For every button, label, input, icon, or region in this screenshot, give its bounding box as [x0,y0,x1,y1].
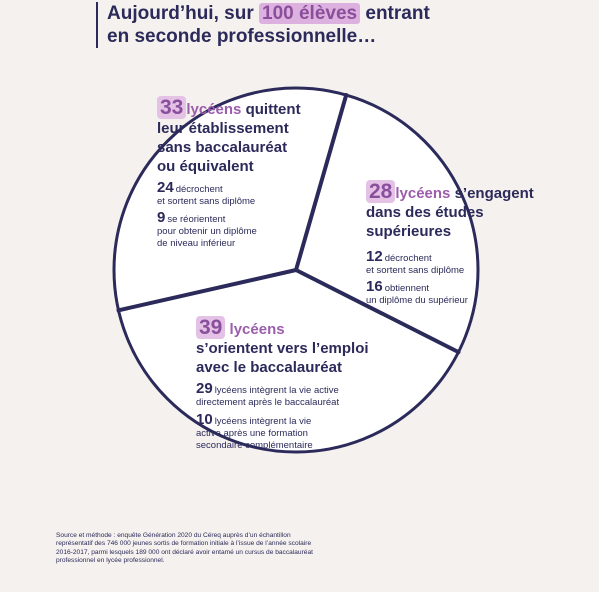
slice-orientent-label-1: s’orientent vers l’emploi [196,340,369,357]
slice-quittent-heading [157,98,301,119]
slice-quittent [157,98,301,250]
title-line-2: en seconde professionnelle… [107,26,377,47]
slice-quittent-label-4: ou équivalent [157,158,254,175]
detail-decrochent-1-text-1: décrochent [175,184,223,195]
detail-decrochent-2 [366,248,534,277]
detail-obtiennent-text-2: un diplôme du supérieur [366,295,468,306]
detail-obtiennent-text-1: obtiennent [384,283,430,294]
slice-quittent-unit: lycéens [186,101,242,118]
detail-decrochent-1 [157,179,301,208]
slice-engagent-value: 28 [366,180,395,203]
slice-quittent-value: 33 [157,96,186,119]
title-line-1-start: Aujourd’hui, sur [107,3,259,24]
slice-engagent-heading [366,182,534,203]
title-line-1-end: entrant [360,3,430,24]
detail-vie-active-direct-value: 29 [196,380,213,397]
detail-vie-active-direct-text-1: lycéens intègrent la vie active [214,385,339,396]
slice-orientent-unit: lycéens [229,321,285,338]
detail-vie-active-formation-text-1: lycéens intègrent la vie [214,416,312,427]
slice-quittent-label-2: leur établissement [157,120,289,137]
detail-vie-active-formation-text-2: active après une formation [196,428,308,439]
detail-reorientent-text-2: pour obtenir un diplôme [157,226,257,237]
source-note: Source et méthode : enquête Génération 2020 du Céreq auprès d’un échantillon représentatif des 746 000 jeunes sortis de formation initiale à l’issue de l’année scolaire 2016-2017, parmi lesquels 189 000 ont déclaré avoir entamé un cursus de baccalauréat professionnel en lycée professionnel. [56,532,313,564]
detail-vie-active-formation-text-3: secondaire complémentaire [196,440,313,451]
slice-engagent-label-1: s’engagent [454,185,534,202]
detail-decrochent-2-value: 12 [366,248,383,265]
detail-reorientent-text-3: de niveau inférieur [157,238,236,249]
detail-vie-active-direct-text-2: directement après le baccalauréat [196,397,340,408]
slice-orientent-heading [196,318,369,339]
detail-reorientent-value: 9 [157,209,166,226]
detail-vie-active-formation-value: 10 [196,411,213,428]
detail-vie-active-direct [196,380,369,409]
detail-decrochent-2-text-2: et sortent sans diplôme [366,265,465,276]
detail-obtiennent-value: 16 [366,278,383,295]
detail-vie-active-formation [196,411,369,452]
slice-orientent-value: 39 [196,316,225,339]
slice-engagent-unit: lycéens [395,185,451,202]
slice-engagent-label-3: supérieures [366,223,452,240]
title-highlight: 100 élèves [259,3,360,24]
detail-obtiennent [366,278,534,307]
detail-decrochent-1-value: 24 [157,179,174,196]
detail-reorientent [157,209,301,250]
slice-orientent [196,318,369,452]
slice-quittent-label-1: quittent [245,101,301,118]
slice-orientent-label-2: avec le baccalauréat [196,359,342,376]
detail-reorientent-text-1: se réorientent [167,214,226,225]
slice-engagent-label-2: dans des études [366,204,484,221]
detail-decrochent-1-text-2: et sortent sans diplôme [157,196,256,207]
slice-quittent-label-3: sans baccalauréat [157,139,288,156]
slice-engagent [366,182,534,307]
detail-decrochent-2-text-1: décrochent [384,253,432,264]
